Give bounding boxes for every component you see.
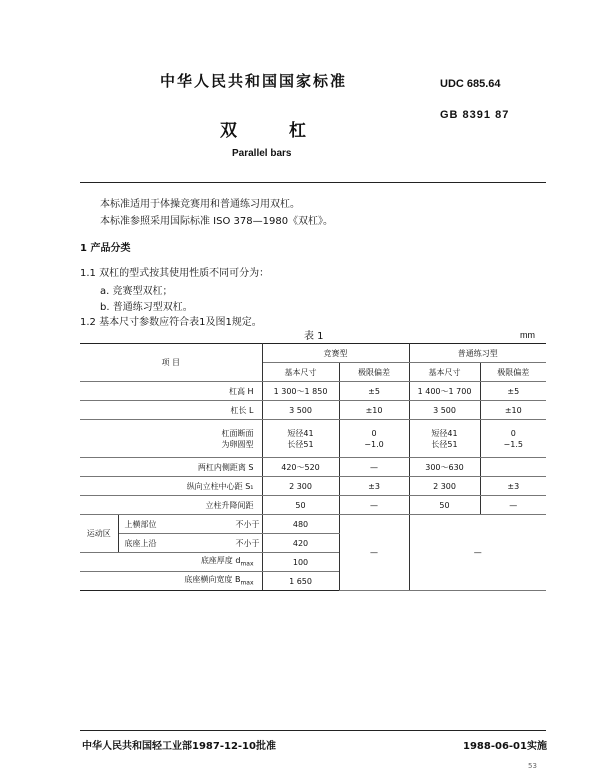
page-number: 53 bbox=[528, 762, 537, 770]
row-label-text: 底座厚度 d bbox=[200, 555, 241, 565]
cell: — bbox=[339, 458, 409, 477]
row-label-text: 底座横向宽度 B bbox=[184, 574, 241, 584]
row-label-subscript: max bbox=[240, 579, 254, 587]
row-label bbox=[118, 515, 262, 534]
cell-line: 短径41 bbox=[287, 428, 314, 438]
cell: ±5 bbox=[480, 382, 546, 401]
cell-line: −1.0 bbox=[364, 439, 384, 449]
approval-text: 中华人民共和国轻工业部1987-12-10批准 bbox=[82, 741, 276, 752]
cell: — bbox=[339, 515, 409, 591]
cell-line: 0 bbox=[371, 428, 377, 438]
cell bbox=[480, 458, 546, 477]
clause-1-2: 1.2 基本尺寸参数应符合表1及图1规定。 bbox=[80, 317, 262, 328]
cell: 1 300～1 850 bbox=[262, 382, 339, 401]
row-label: 立柱升降间距 bbox=[80, 496, 262, 515]
header-basic-size: 基本尺寸 bbox=[262, 363, 339, 382]
table-caption: 表 1 bbox=[304, 331, 324, 342]
zone-upper-label: 上横部位 bbox=[124, 519, 157, 529]
table-row bbox=[80, 458, 546, 477]
section-1-heading: 1 产品分类 bbox=[80, 243, 131, 254]
cell bbox=[480, 420, 546, 458]
cell: ±3 bbox=[339, 477, 409, 496]
effective-date: 1988-06-01实施 bbox=[463, 741, 547, 752]
cell: 2 300 bbox=[262, 477, 339, 496]
intro-paragraph-1: 本标准适用于体操竞赛用和普通练习用双杠。 bbox=[100, 199, 300, 210]
header-tolerance: 极限偏差 bbox=[339, 363, 409, 382]
cell-line: 短径41 bbox=[431, 428, 458, 438]
row-label: 杠长 L bbox=[80, 401, 262, 420]
cell: 300～630 bbox=[409, 458, 480, 477]
header-item: 项 目 bbox=[80, 344, 262, 382]
row-label: 杠高 H bbox=[80, 382, 262, 401]
cell: ±10 bbox=[339, 401, 409, 420]
table-row bbox=[80, 382, 546, 401]
row-label-line: 为卵圆型 bbox=[221, 439, 254, 449]
row-label bbox=[80, 572, 262, 591]
table-unit: mm bbox=[520, 330, 535, 340]
row-label-line: 杠面断面 bbox=[221, 428, 254, 438]
list-item-b: b. 普通练习型双杠。 bbox=[100, 302, 193, 313]
row-label bbox=[80, 553, 262, 572]
header-basic-size: 基本尺寸 bbox=[409, 363, 480, 382]
cell-line: 0 bbox=[510, 428, 516, 438]
clause-1-1: 1.1 双杠的型式按其使用性质不同可分为： bbox=[80, 268, 270, 279]
table-row bbox=[80, 477, 546, 496]
cell bbox=[409, 420, 480, 458]
cell: — bbox=[480, 496, 546, 515]
spec-table bbox=[80, 343, 546, 591]
cell-line: 长径51 bbox=[287, 439, 314, 449]
cell: 3 500 bbox=[409, 401, 480, 420]
cell bbox=[339, 420, 409, 458]
cell: 1 650 bbox=[262, 572, 339, 591]
cell: 2 300 bbox=[409, 477, 480, 496]
cell bbox=[262, 420, 339, 458]
cell: 50 bbox=[409, 496, 480, 515]
row-label-subscript: max bbox=[240, 560, 254, 568]
udc-code: UDC 685.64 bbox=[440, 78, 501, 90]
row-label: 纵向立柱中心距 S₁ bbox=[80, 477, 262, 496]
cell: — bbox=[339, 496, 409, 515]
english-title: Parallel bars bbox=[232, 148, 292, 159]
cell-line: 长径51 bbox=[431, 439, 458, 449]
cell: ±10 bbox=[480, 401, 546, 420]
document-title: 双杠 bbox=[220, 121, 358, 141]
header-practice: 普通练习型 bbox=[409, 344, 546, 363]
header-tolerance: 极限偏差 bbox=[480, 363, 546, 382]
cell-line: −1.5 bbox=[503, 439, 523, 449]
header-competition: 竞赛型 bbox=[262, 344, 409, 363]
standard-org-title: 中华人民共和国国家标准 bbox=[160, 72, 348, 90]
row-label bbox=[118, 534, 262, 553]
table-row bbox=[80, 515, 546, 534]
cell: 480 bbox=[262, 515, 339, 534]
cell: — bbox=[409, 515, 546, 591]
header-divider bbox=[80, 182, 546, 183]
cell: 1 400～1 700 bbox=[409, 382, 480, 401]
table-row bbox=[80, 401, 546, 420]
table-row bbox=[80, 420, 546, 458]
cell: ±3 bbox=[480, 477, 546, 496]
zone-group-label: 运动区 bbox=[80, 515, 118, 553]
cell: 420～520 bbox=[262, 458, 339, 477]
list-item-a: a. 竞赛型双杠； bbox=[100, 286, 173, 297]
row-label bbox=[80, 420, 262, 458]
cell: 420 bbox=[262, 534, 339, 553]
cell: 3 500 bbox=[262, 401, 339, 420]
gb-number: GB 8391 87 bbox=[440, 109, 510, 121]
zone-lower-label: 底座上沿 bbox=[124, 538, 157, 548]
cell: 50 bbox=[262, 496, 339, 515]
zone-lower-condition: 不小于 bbox=[235, 538, 260, 548]
footer-divider bbox=[80, 730, 546, 731]
zone-upper-condition: 不小于 bbox=[235, 519, 260, 529]
table-row bbox=[80, 496, 546, 515]
cell: ±5 bbox=[339, 382, 409, 401]
row-label: 两杠内侧距离 S bbox=[80, 458, 262, 477]
cell: 100 bbox=[262, 553, 339, 572]
intro-paragraph-2: 本标准参照采用国际标准 ISO 378—1980《双杠》。 bbox=[100, 216, 334, 227]
